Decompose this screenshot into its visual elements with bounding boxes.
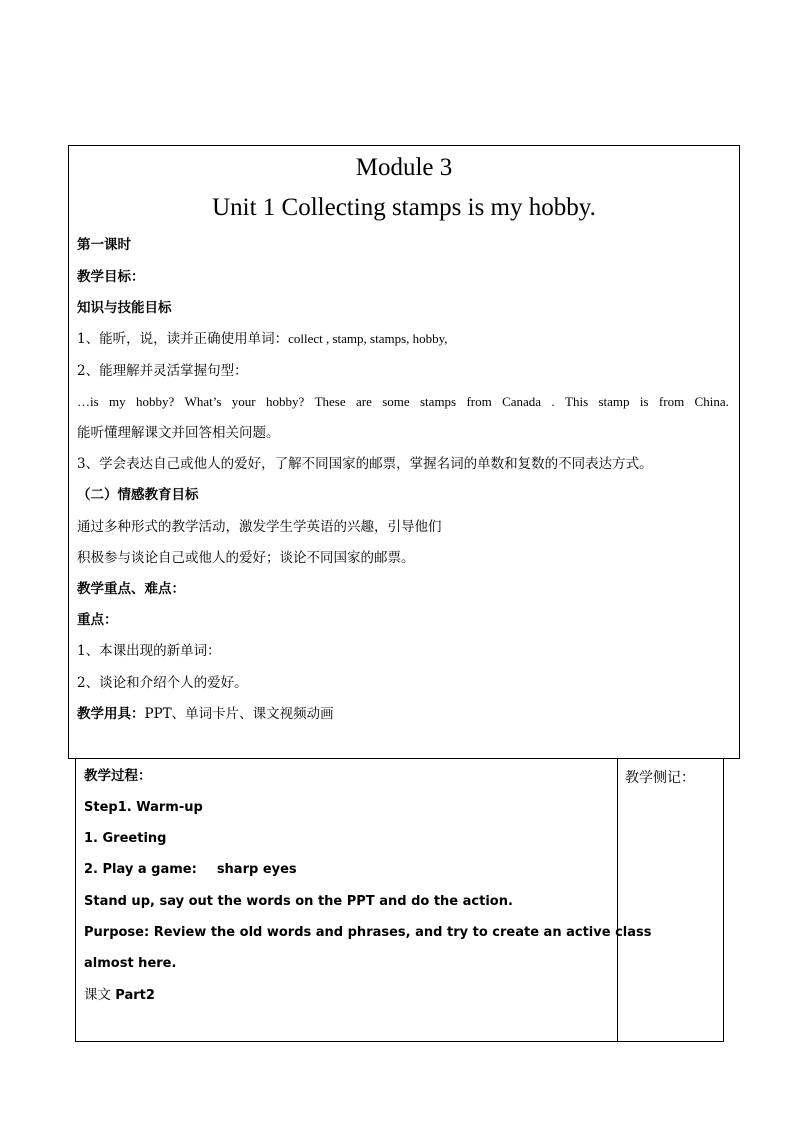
teaching-tools	[77, 705, 334, 723]
sentence-word: This	[565, 394, 589, 409]
teaching-process-table	[75, 759, 724, 1042]
skills-heading: 知识与技能目标	[77, 300, 172, 316]
sentence-word: hobby?	[265, 394, 305, 409]
game-item	[84, 861, 297, 879]
emotion-line-1: 通过多种形式的教学活动，激发学生学英语的兴趣，引导他们	[77, 519, 442, 535]
instruction-text: Stand up, say out the words on the PPT and do the action.	[84, 894, 513, 909]
objective-item-1	[77, 330, 448, 348]
column-divider	[617, 759, 618, 1041]
emotion-line-2: 积极参与谈论自己或他人的爱好；谈论不同国家的邮票。	[77, 550, 415, 566]
key-points-heading: 教学重点、难点：	[77, 581, 185, 597]
sentence-word: from	[466, 394, 492, 409]
key-point-2: 2、谈论和介绍个人的爱好。	[77, 675, 248, 691]
game-name: sharp eyes	[216, 862, 297, 877]
sentence-word: hobby?	[135, 394, 175, 409]
text-part	[84, 986, 155, 1005]
sentence-word: are	[355, 394, 372, 409]
process-heading: 教学过程：	[84, 768, 152, 784]
emotion-heading: （二）情感教育目标	[77, 487, 199, 503]
sentence-word: some	[382, 394, 410, 409]
teaching-tools-value: PPT、单词卡片、课文视频动画	[144, 706, 334, 722]
purpose-line-1: Purpose: Review the old words and phrases, and try to create an active class	[84, 925, 652, 940]
objective-item-1-text: 1、能听，说，读并正确使用单词：	[77, 331, 289, 347]
text-part-name: Part2	[115, 988, 155, 1003]
purpose-line-2: almost here.	[84, 956, 177, 971]
sentence-word: These	[314, 394, 346, 409]
sentence-word: from	[658, 394, 685, 409]
teaching-tools-label: 教学用具：	[77, 706, 145, 722]
sentence-word: …is	[77, 394, 99, 409]
objective-item-3: 3、学会表达自己或他人的爱好，了解不同国家的邮票，掌握名词的单数和复数的不同表达方式。	[77, 456, 653, 472]
sentence-word: is	[639, 394, 649, 409]
sentence-word: China.	[694, 394, 729, 409]
sentence-word: my	[109, 394, 126, 409]
sentence-word: stamps	[420, 394, 457, 409]
teaching-notes-heading: 教学侧记：	[625, 770, 695, 786]
key-points-subheading: 重点：	[77, 612, 118, 628]
vocab-words: collect , stamp, stamps, hobby,	[288, 331, 448, 346]
sentence-word: .	[551, 394, 555, 409]
lesson-number: 第一课时	[77, 237, 131, 253]
sentence-word: Canada	[502, 394, 542, 409]
objective-item-2-continued: 能听懂理解课文并回答相关问题。	[77, 425, 280, 441]
sentence-word: What’s	[184, 394, 222, 409]
text-label: 课文	[84, 987, 111, 1003]
sentence-word: stamp	[598, 394, 630, 409]
lesson-plan-header-box	[68, 145, 740, 759]
key-point-1: 1、本课出现的新单词：	[77, 643, 221, 659]
objective-item-2: 2、能理解并灵活掌握句型：	[77, 363, 248, 379]
greeting-item: 1. Greeting	[84, 831, 167, 846]
step1-heading: Step1. Warm-up	[84, 800, 203, 815]
game-label: 2. Play a game:	[84, 862, 197, 877]
unit-title: Unit 1 Collecting stamps is my hobby.	[212, 194, 596, 221]
goals-heading: 教学目标：	[77, 269, 145, 285]
sentence-word: your	[231, 394, 256, 409]
sentence-patterns	[77, 394, 729, 410]
module-title: Module 3	[355, 154, 453, 181]
